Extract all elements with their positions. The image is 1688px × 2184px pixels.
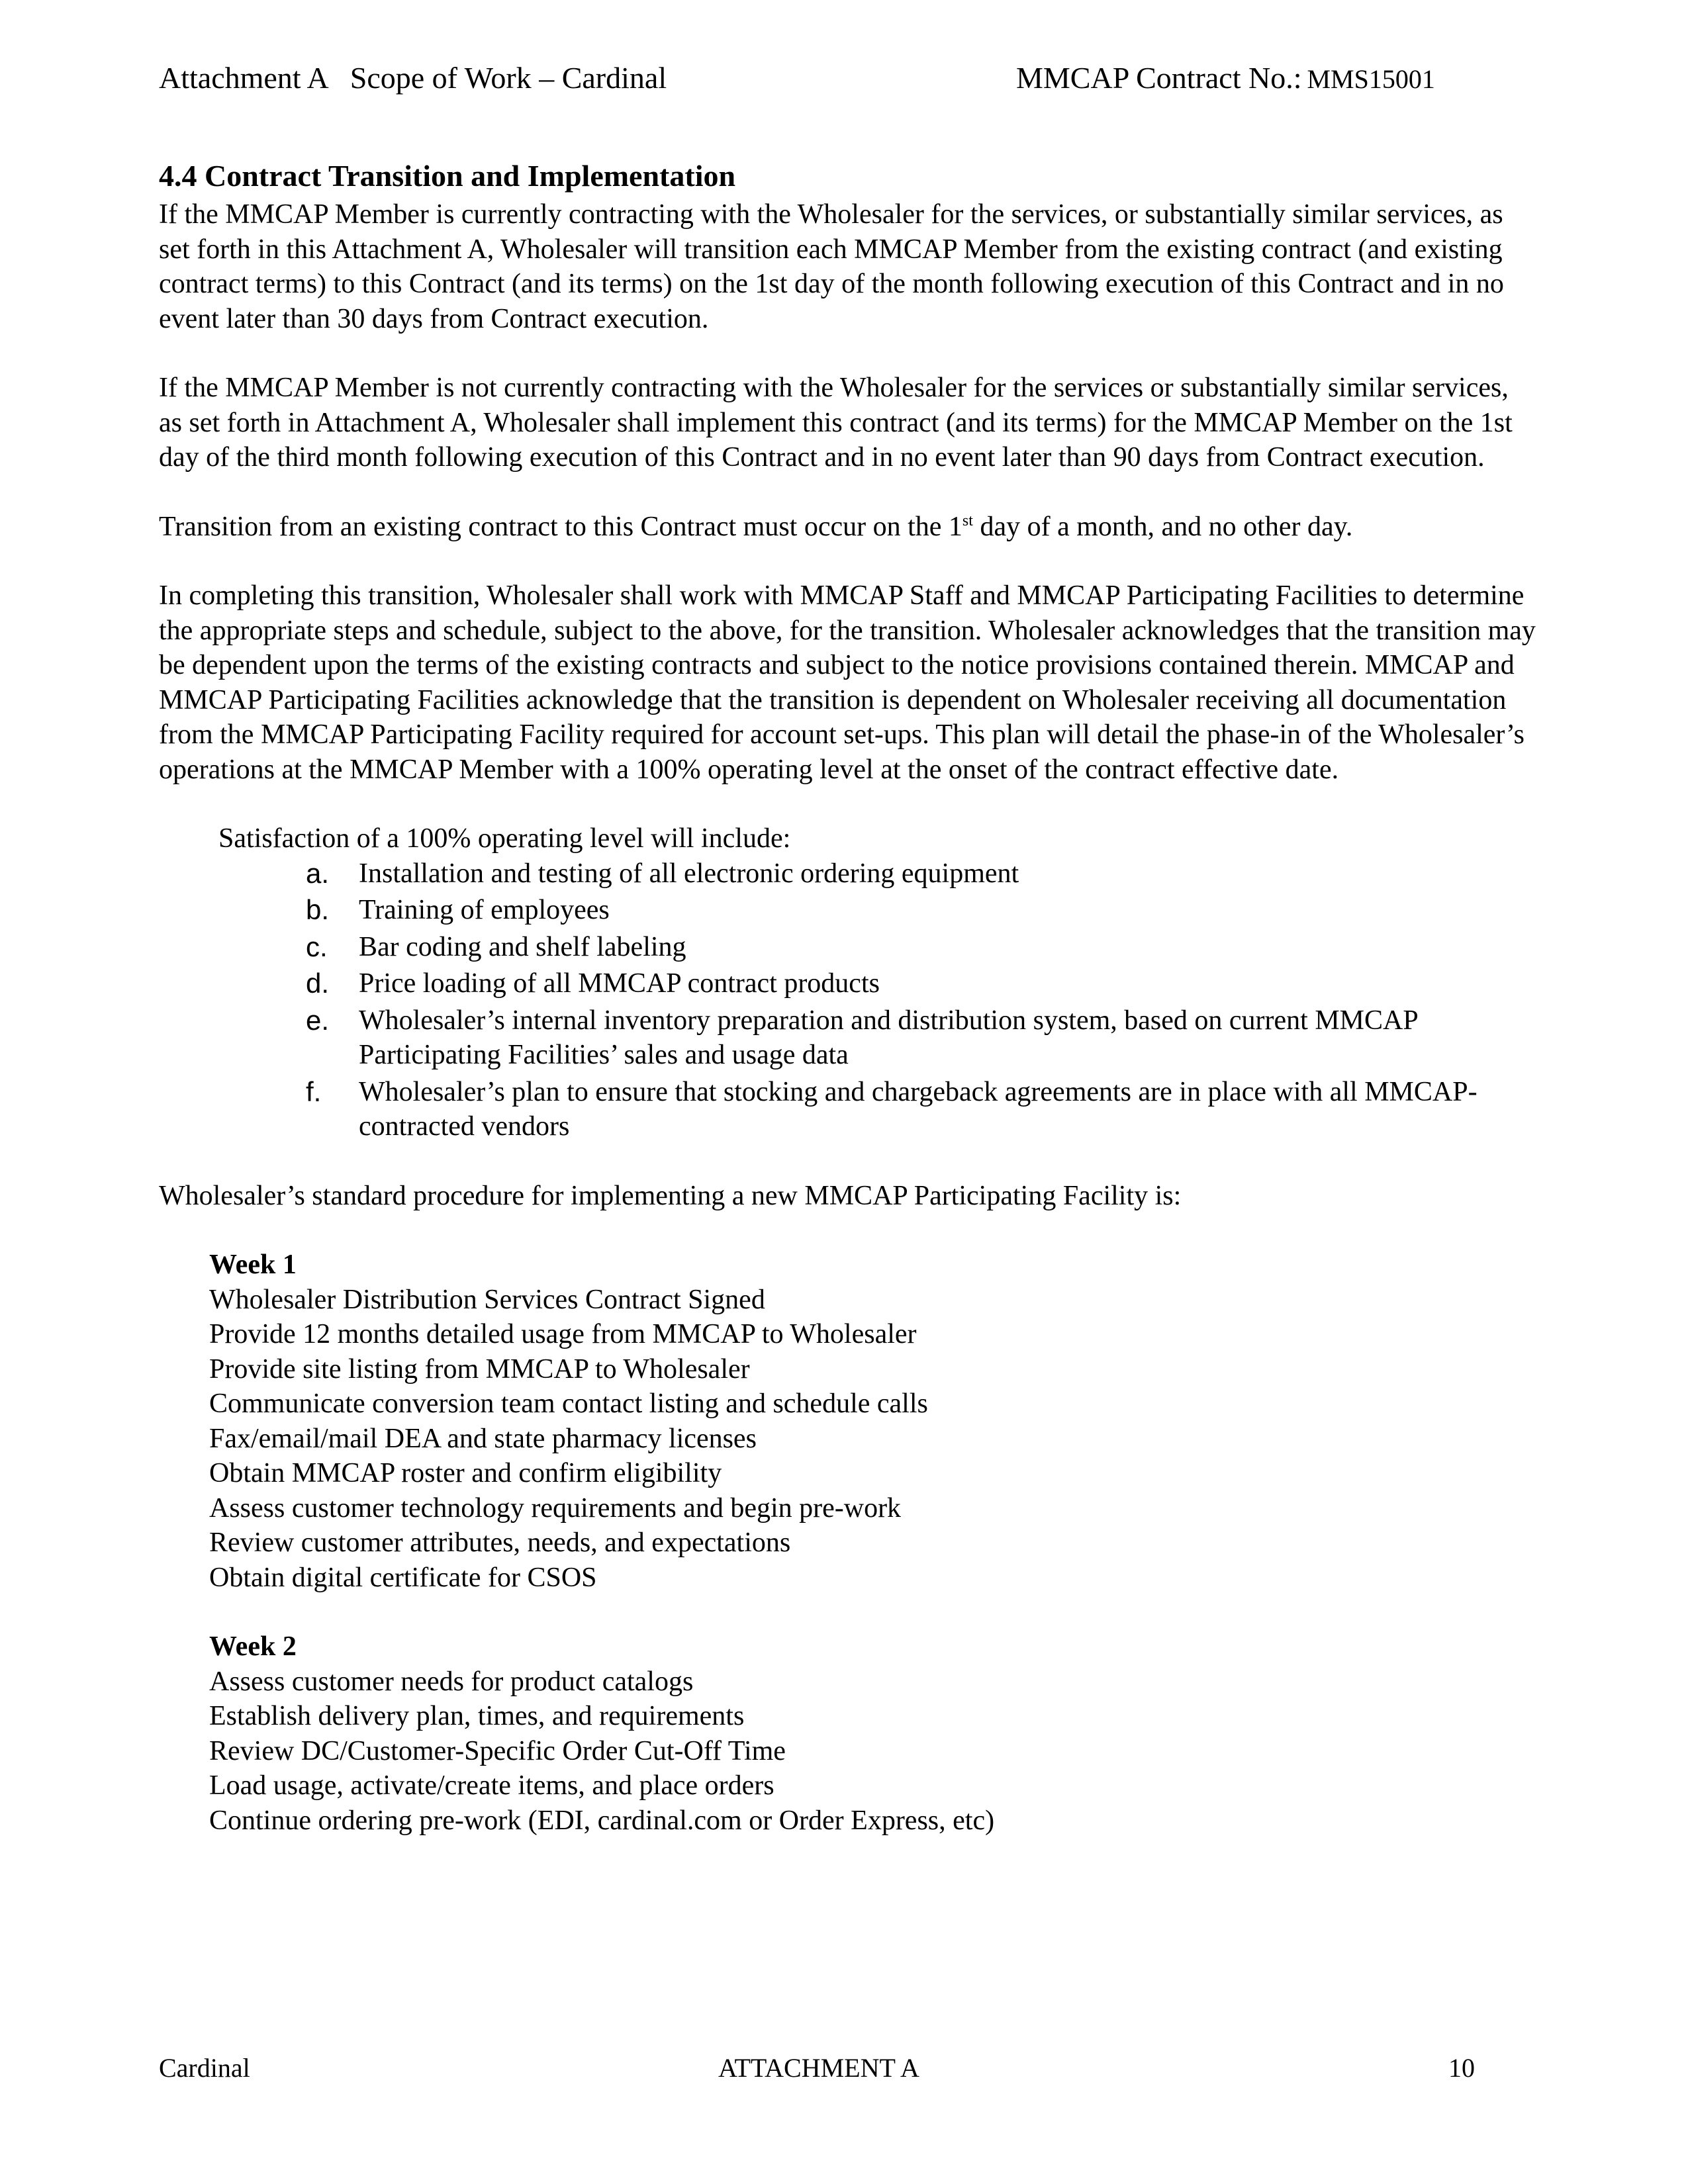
list-item [159,930,1536,965]
week-item: Provide 12 months detailed usage from MMCAP to Wholesaler [209,1319,917,1349]
satisfaction-intro: Satisfaction of a 100% operating level will include: [218,823,791,854]
week-item: Assess customer needs for product catalogs [209,1666,694,1697]
week-2-block [209,1629,1536,1838]
list-item-letter: a. [306,857,330,889]
week-item: Obtain MMCAP roster and confirm eligibility [209,1458,722,1488]
paragraph-completing-transition: In completing this transition, Wholesaler shall work with MMCAP Staff and MMCAP Participating Facilities to determine the appropriate steps and schedule, subject to the above, for the transition. Wholesaler acknowledges that the transition may be dependent upon the terms of the existing contracts and subject to the notice provisions contained therein. MMCAP and MMCAP Participating Facilities acknowledge that the transition is dependent on Wholesaler receiving all documentation from the MMCAP Participating Facility required for account set-ups. This plan will detail the phase-in of the Wholesaler’s operations at the MMCAP Member with a 100% operating level at the onset of the contract effective date. [159,580,1536,785]
paragraph-transition-day [159,510,1536,545]
page-number: 10 [1448,2053,1475,2083]
week-1-block [209,1248,1536,1595]
week-item: Assess customer technology requirements and begin pre-work [209,1492,902,1524]
list-item-text: Wholesaler’s internal inventory preparation and distribution system, based on current MMCAP Participating Facilities’ sales and usage data [359,1005,1418,1070]
header-right [1016,58,1435,99]
list-item-text: Wholesaler’s plan to ensure that stocking and chargeback agreements are in place with all MMCAP-contracted vendors [359,1076,1477,1142]
week-item: Wholesaler Distribution Services Contract Signed [209,1284,765,1315]
procedure-intro: Wholesaler’s standard procedure for implementing a new MMCAP Participating Facility is: [159,1180,1182,1211]
list-item [159,893,1536,928]
footer-center: ATTACHMENT A [718,2053,919,2083]
week-title: Week 1 [209,1250,297,1280]
list-item-letter: f. [306,1075,322,1107]
paragraph-transition-existing: If the MMCAP Member is currently contracting with the Wholesaler for the services, or substantially similar services, as set forth in this Attachment A, Wholesaler will transition each MMCAP Member from the existing contract (and existing contract terms) to this Contract (and its terms) on the 1st day of the month following execution of this Contract and in no event later than 30 days from Contract execution. [159,199,1504,334]
week-item: Review customer attributes, needs, and expectations [209,1527,791,1558]
week-item: Communicate conversion team contact listing and schedule calls [209,1388,928,1419]
header-left [159,58,667,98]
footer-left: Cardinal [159,2053,250,2083]
list-item [159,856,1536,891]
header-contract-number: MMS15001 [1307,64,1435,94]
satisfaction-list [159,856,1536,1144]
list-item-letter: d. [306,968,330,999]
header-contract-label: MMCAP Contract No.: [1016,61,1302,95]
list-item [159,1075,1536,1144]
list-item-text: Price loading of all MMCAP contract products [359,968,880,999]
list-item-letter: b. [306,894,330,925]
paragraph-implement-new: If the MMCAP Member is not currently contracting with the Wholesaler for the services or substantially similar services, as set forth in Attachment A, Wholesaler shall implement this contract (and its terms) for the MMCAP Member on the 1st day of the third month following execution of this Contract and in no event later than 90 days from Contract execution. [159,373,1513,473]
week-item: Load usage, activate/create items, and place orders [209,1770,774,1801]
week-item: Continue ordering pre-work (EDI, cardinal.com or Order Express, etc) [209,1805,995,1836]
list-item-text: Installation and testing of all electronic ordering equipment [359,858,1019,889]
week-item: Provide site listing from MMCAP to Wholesaler [209,1353,750,1385]
list-item [159,966,1536,1001]
week-item: Obtain digital certificate for CSOS [209,1562,597,1593]
list-item [159,1003,1536,1073]
header-attachment: Attachment A [159,61,328,95]
list-item-text: Bar coding and shelf labeling [359,931,686,962]
week-item: Fax/email/mail DEA and state pharmacy licenses [209,1423,757,1454]
list-item-letter: c. [306,931,328,962]
paragraph-transition-day-before: Transition from an existing contract to this Contract must occur on the 1 [159,511,962,542]
week-item: Review DC/Customer-Specific Order Cut-Off Time [209,1735,786,1766]
document-body [159,158,1536,1872]
section-title: 4.4 Contract Transition and Implementation [159,159,736,193]
list-item-text: Training of employees [359,895,610,925]
week-item: Establish delivery plan, times, and requirements [209,1701,745,1731]
week-title: Week 2 [209,1631,297,1662]
paragraph-transition-day-after: day of a month, and no other day. [972,511,1353,542]
superscript-st: st [962,512,973,529]
header-scope: Scope of Work – Cardinal [350,61,667,95]
list-item-letter: e. [306,1004,330,1036]
